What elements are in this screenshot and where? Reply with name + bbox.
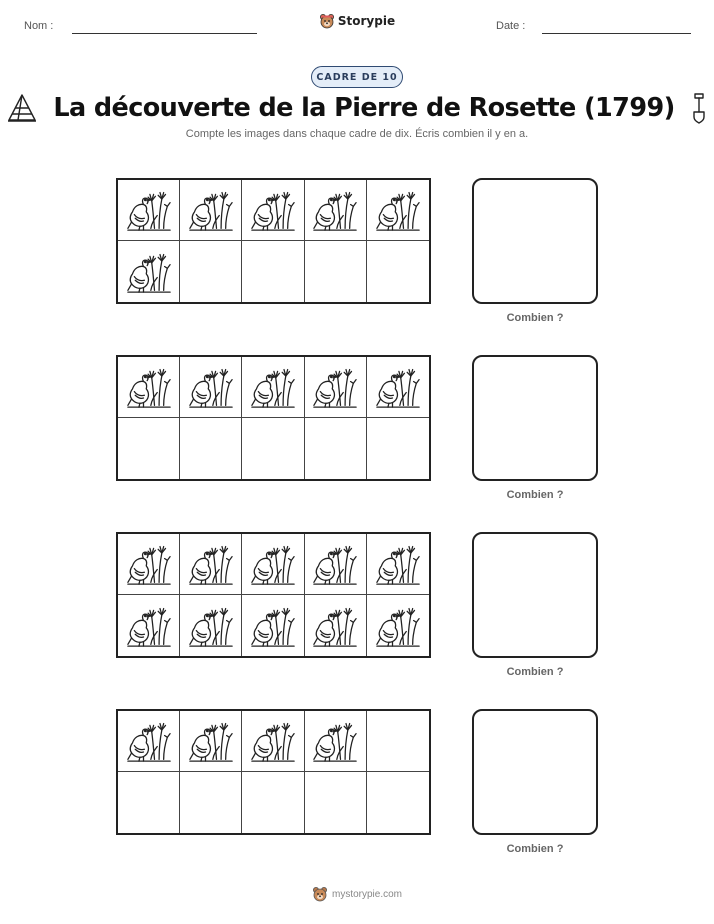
bird-and-papyrus-icon (127, 250, 171, 294)
page-title: La découverte de la Pierre de Rosette (1799) (53, 93, 675, 123)
ten-frame-cell (180, 418, 242, 479)
ten-frame-cell (118, 180, 180, 241)
brand-logo (0, 13, 714, 29)
ten-frame-2 (116, 355, 431, 481)
bird-and-papyrus-icon (251, 542, 295, 586)
answer-label-2: Combien ? (506, 489, 564, 501)
ten-frame-cell (305, 180, 367, 241)
footer-bear-icon (312, 886, 328, 902)
ten-frame-cell (242, 595, 304, 656)
shovel-icon (691, 92, 707, 124)
bird-and-papyrus-icon (127, 604, 171, 648)
ten-frame-3 (116, 532, 431, 658)
answer-label-1: Combien ? (506, 312, 564, 324)
instructions: Compte les images dans chaque cadre de dix. Écris combien il y en a. (185, 128, 529, 140)
pyramid-icon (7, 93, 37, 123)
ten-frame-cell (305, 772, 367, 833)
bird-and-papyrus-icon (313, 604, 357, 648)
ten-frame-cell (118, 241, 180, 302)
bird-and-papyrus-icon (189, 365, 233, 409)
ten-frame-cell (305, 241, 367, 302)
name-line[interactable] (72, 33, 257, 34)
ten-frame-cell (242, 241, 304, 302)
ten-frame-cell (180, 357, 242, 418)
bird-and-papyrus-icon (376, 542, 420, 586)
bear-face-icon (319, 13, 335, 29)
footer (0, 886, 714, 902)
brand-name: Storypie (337, 14, 396, 28)
worksheet-type-badge: CADRE DE 10 (311, 66, 403, 88)
bird-and-papyrus-icon (251, 604, 295, 648)
ten-frame-cell (180, 711, 242, 772)
ten-frame-cell (118, 772, 180, 833)
bird-and-papyrus-icon (313, 188, 357, 232)
ten-frame-cell (305, 357, 367, 418)
ten-frame-cell (118, 711, 180, 772)
ten-frame-4 (116, 709, 431, 835)
ten-frame-cell (118, 595, 180, 656)
bird-and-papyrus-icon (127, 719, 171, 763)
date-label: Date : (496, 20, 526, 32)
bird-and-papyrus-icon (251, 365, 295, 409)
bird-and-papyrus-icon (376, 604, 420, 648)
bird-and-papyrus-icon (189, 188, 233, 232)
ten-frame-cell (242, 711, 304, 772)
bird-and-papyrus-icon (127, 542, 171, 586)
answer-box-3[interactable] (472, 532, 598, 658)
bird-and-papyrus-icon (313, 365, 357, 409)
ten-frame-cell (180, 241, 242, 302)
ten-frame-cell (180, 595, 242, 656)
ten-frame-cell (367, 418, 429, 479)
answer-label-4: Combien ? (506, 843, 564, 855)
ten-frame-cell (180, 180, 242, 241)
bird-and-papyrus-icon (189, 542, 233, 586)
bird-and-papyrus-icon (313, 719, 357, 763)
ten-frame-1 (116, 178, 431, 304)
ten-frame-cell (242, 534, 304, 595)
ten-frame-cell (367, 711, 429, 772)
ten-frame-cell (305, 418, 367, 479)
ten-frame-cell (367, 772, 429, 833)
ten-frame-cell (305, 595, 367, 656)
bird-and-papyrus-icon (251, 188, 295, 232)
ten-frame-cell (305, 534, 367, 595)
ten-frame-cell (118, 418, 180, 479)
ten-frame-cell (118, 357, 180, 418)
ten-frame-cell (242, 772, 304, 833)
bird-and-papyrus-icon (189, 719, 233, 763)
ten-frame-cell (242, 357, 304, 418)
answer-box-2[interactable] (472, 355, 598, 481)
bird-and-papyrus-icon (376, 365, 420, 409)
ten-frame-cell (367, 241, 429, 302)
ten-frame-cell (242, 418, 304, 479)
bird-and-papyrus-icon (313, 542, 357, 586)
date-line[interactable] (542, 33, 691, 34)
ten-frame-cell (367, 357, 429, 418)
ten-frame-cell (180, 772, 242, 833)
answer-label-3: Combien ? (506, 666, 564, 678)
bird-and-papyrus-icon (189, 604, 233, 648)
bird-and-papyrus-icon (127, 188, 171, 232)
title-row (0, 90, 714, 126)
ten-frame-cell (180, 534, 242, 595)
ten-frame-cell (305, 711, 367, 772)
answer-box-4[interactable] (472, 709, 598, 835)
ten-frame-cell (367, 595, 429, 656)
bird-and-papyrus-icon (251, 719, 295, 763)
ten-frame-cell (367, 180, 429, 241)
bird-and-papyrus-icon (376, 188, 420, 232)
answer-box-1[interactable] (472, 178, 598, 304)
footer-url: mystorypie.com (331, 888, 402, 900)
ten-frame-cell (242, 180, 304, 241)
bird-and-papyrus-icon (127, 365, 171, 409)
ten-frame-cell (367, 534, 429, 595)
ten-frame-cell (118, 534, 180, 595)
name-label: Nom : (24, 20, 54, 32)
